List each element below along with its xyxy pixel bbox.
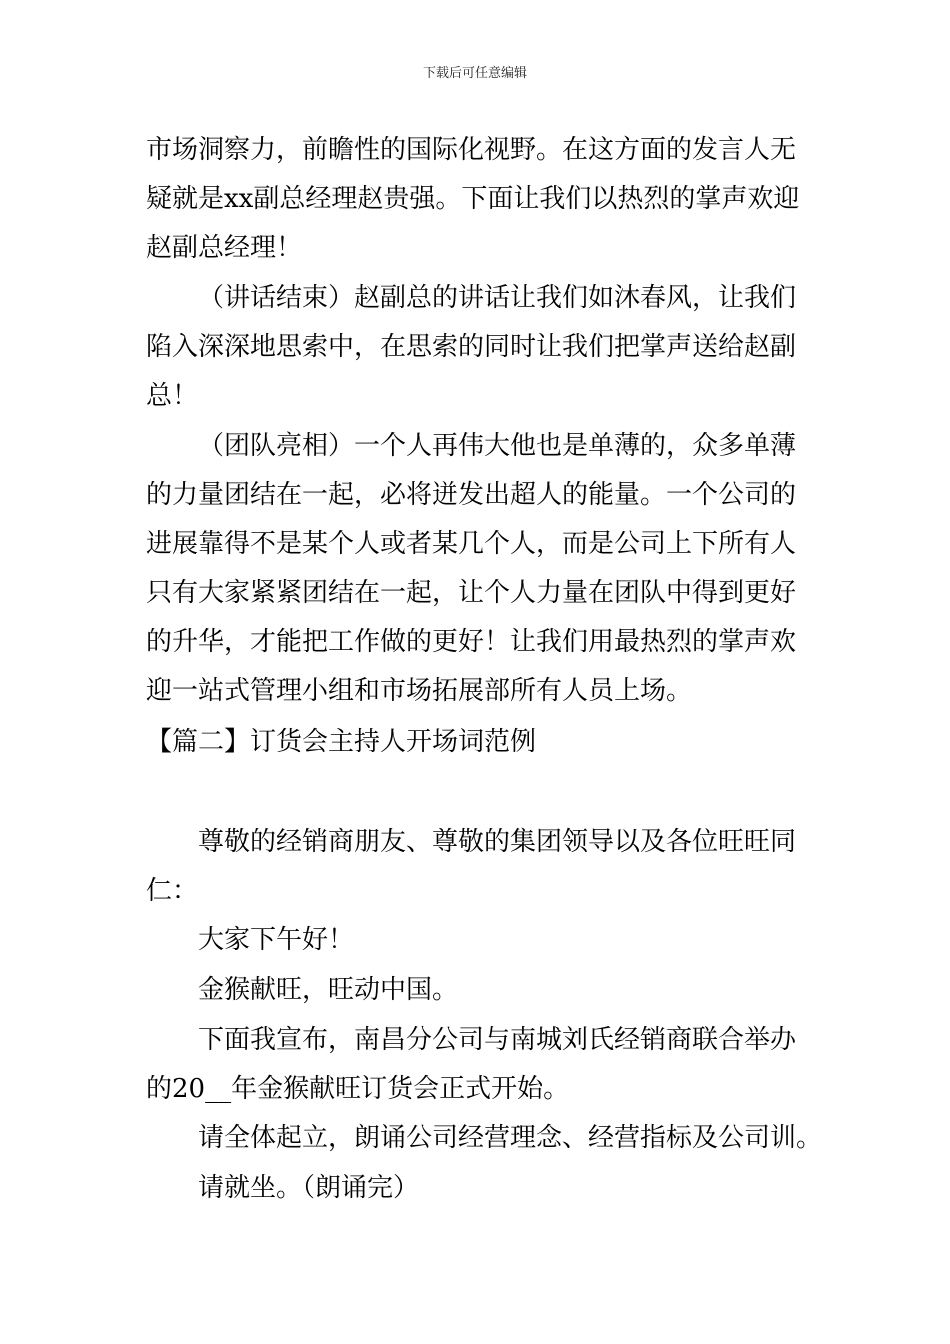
paragraph-line: 陷入深深地思索中，在思索的同时让我们把掌声送给赵副	[146, 332, 797, 362]
section-title-text: 【篇二】订货会主持人开场词范例	[146, 727, 537, 757]
paragraph-line: 的20__年金猴献旺订货会正式开始。	[146, 1074, 570, 1104]
speech-sit-down	[146, 1164, 816, 1213]
paragraph-line: 的升华，才能把工作做的更好！让我们用最热烈的掌声欢	[146, 627, 797, 657]
paragraph-line: 请全体起立，朗诵公司经营理念、经营指标及公司训。	[198, 1123, 823, 1153]
paragraph-line: 的力量团结在一起，必将迸发出超人的能量。一个公司的	[146, 480, 797, 510]
paragraph-line: 金猴献旺，旺动中国。	[198, 975, 459, 1005]
paragraph-line: 进展靠得不是某个人或者某几个人，而是公司上下所有人	[146, 529, 797, 559]
speech-greeting	[146, 818, 816, 916]
paragraph-continuation	[146, 126, 816, 273]
paragraph-line: 赵副总经理！	[146, 233, 303, 263]
paragraph-line: 尊敬的经销商朋友、尊敬的集团领导以及各位旺旺同	[198, 827, 797, 857]
speech-stand-up	[146, 1114, 823, 1163]
paragraph-line: 迎一站式管理小组和市场拓展部所有人员上场。	[146, 676, 693, 706]
paragraph-line: 请就坐。（朗诵完）	[198, 1173, 420, 1203]
paragraph-line: 大家下午好！	[198, 925, 355, 955]
paragraph-line: 市场洞察力，前瞻性的国际化视野。在这方面的发言人无	[146, 135, 797, 165]
paragraph-line: 疑就是xx副总经理赵贵强。下面让我们以热烈的掌声欢迎	[146, 184, 800, 214]
paragraph-line: （讲话结束）赵副总的讲话让我们如沐春风，让我们	[198, 283, 797, 313]
speech-slogan	[146, 966, 816, 1015]
paragraph-line: 只有大家紧紧团结在一起，让个人力量在团队中得到更好	[146, 578, 797, 608]
speech-hello	[146, 916, 816, 965]
section-title	[146, 718, 816, 767]
paragraph-team-showcase	[146, 422, 816, 716]
paragraph-line: （团队亮相）一个人再伟大他也是单薄的，众多单薄	[198, 431, 797, 461]
paragraph-line: 仁：	[146, 876, 199, 906]
paragraph-line: 下面我宣布，南昌分公司与南城刘氏经销商联合举办	[198, 1025, 797, 1055]
page-header: 下载后可任意编辑	[422, 66, 527, 81]
paragraph-speech-ended	[146, 274, 816, 421]
paragraph-line: 总！	[146, 381, 199, 411]
speech-announcement	[146, 1016, 816, 1114]
